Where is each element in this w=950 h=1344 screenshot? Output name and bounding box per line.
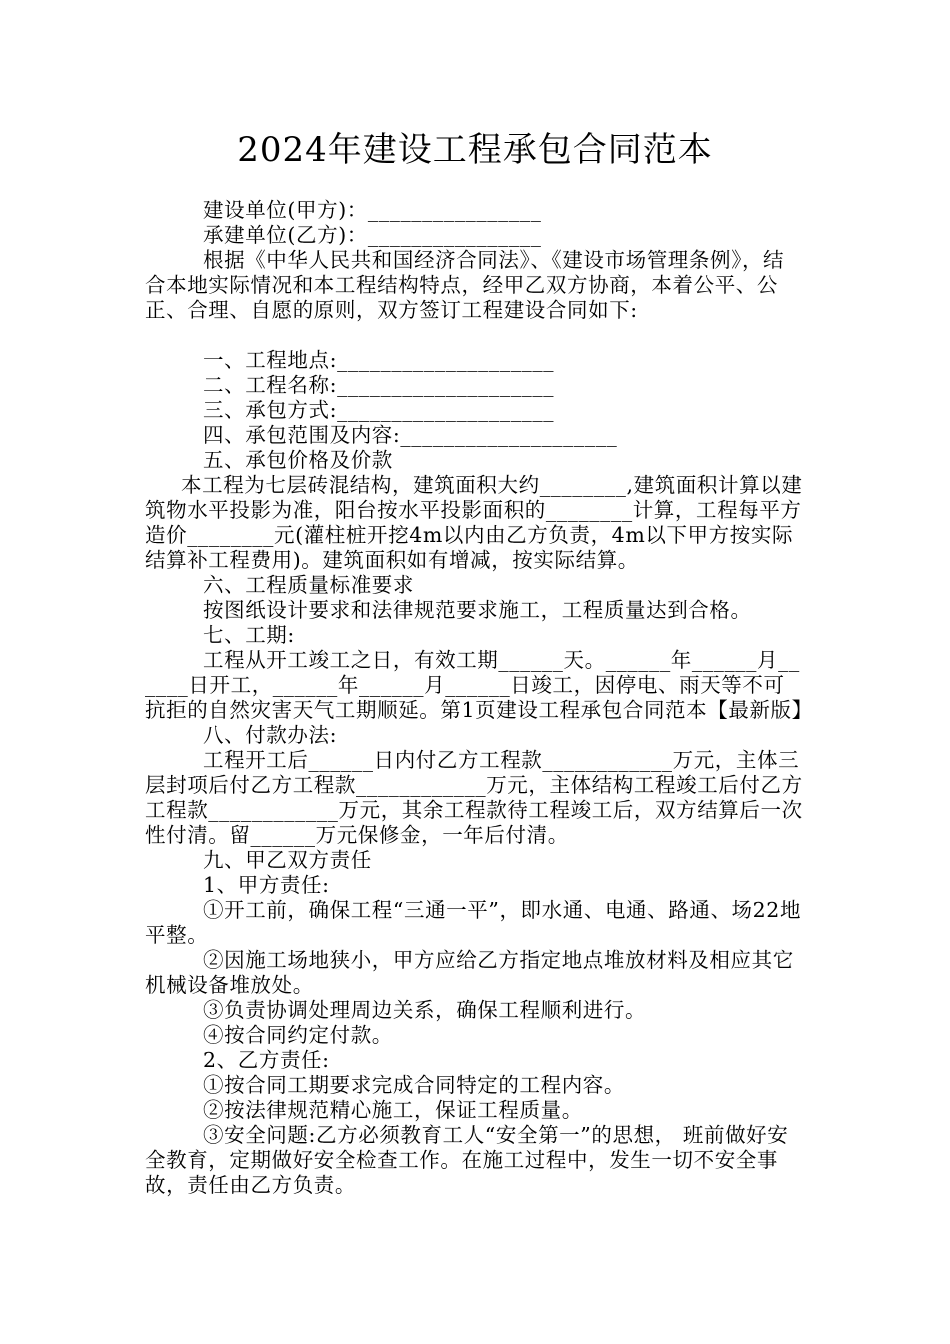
document-body	[145, 198, 813, 1198]
paragraph: ②因施工场地狭小，甲方应给乙方指定地点堆放材料及相应其它机械设备堆放处。	[145, 948, 794, 997]
paragraph: ③安全问题:乙方必须教育工人“安全第一”的思想， 班前做好安全教育，定期做好安全检查工作。在施工过程中，发生一切不安全事故，责任由乙方负责。	[145, 1123, 789, 1197]
paragraph: 九、甲乙双方责任	[203, 848, 372, 872]
paragraph: 六、工程质量标准要求	[203, 573, 414, 597]
paragraph: 2、乙方责任:	[203, 1048, 330, 1072]
paragraph: 本工程为七层砖混结构，建筑面积大约________,建筑面积计算以建筑物水平投影为准，阳台按水平投影面积的________计算，工程每平方造价________元(灌柱桩开挖4m以内由乙方负责，4m以下甲方按实际结算补工程费用)。建筑面积如有增减，按实际结算。	[145, 473, 803, 572]
paragraph: 一、工程地点:____________________	[203, 348, 555, 372]
paragraph: 三、承包方式:____________________	[203, 398, 555, 422]
paragraph: 建设单位(甲方)：________________	[203, 198, 542, 222]
paragraph: 承建单位(乙方)：________________	[203, 223, 542, 247]
paragraph: 五、承包价格及价款	[203, 448, 393, 472]
paragraph: 按图纸设计要求和法律规范要求施工，工程质量达到合格。	[203, 598, 752, 622]
document-title: 2024年建设工程承包合同范本	[237, 130, 713, 170]
paragraph: ④按合同约定付款。	[203, 1023, 393, 1047]
paragraph: 八、付款办法:	[203, 723, 338, 747]
paragraph: 二、工程名称:____________________	[203, 373, 555, 397]
paragraph: 七、工期:	[203, 623, 295, 647]
paragraph: ②按法律规范精心施工，保证工程质量。	[203, 1098, 583, 1122]
paragraph: 根据《中华人民共和国经济合同法》、《建设市场管理条例》，结合本地实际情况和本工程结构特点，经甲乙双方协商，本着公平、公正、合理、自愿的原则，双方签订工程建设合同如下:	[145, 248, 785, 322]
paragraph-spacer	[145, 323, 805, 348]
paragraph: ①按合同工期要求完成合同特定的工程内容。	[203, 1073, 625, 1097]
paragraph: ③负责协调处理周边关系，确保工程顺利进行。	[203, 998, 647, 1022]
paragraph: 1、甲方责任:	[203, 873, 330, 897]
paragraph: 工程从开工竣工之日，有效工期______天。______年______月______日开工，______年______月______日竣工，因停电、雨天等不可抗拒的自然灾害天气工期顺延。第1页建设工程承包合同范本【最新版】	[145, 648, 813, 722]
paragraph: 工程开工后______日内付乙方工程款____________万元，主体三层封项后付乙方工程款____________万元，主体结构工程竣工后付乙方工程款____________万元，其余工程款待工程竣工后，双方结算后一次性付清。留______万元保修金，一年后付清。	[145, 748, 803, 847]
paragraph: 四、承包范围及内容:____________________	[203, 423, 618, 447]
paragraph: ①开工前，确保工程“三通一平”，即水通、电通、路通、场22地平整。	[145, 898, 802, 947]
